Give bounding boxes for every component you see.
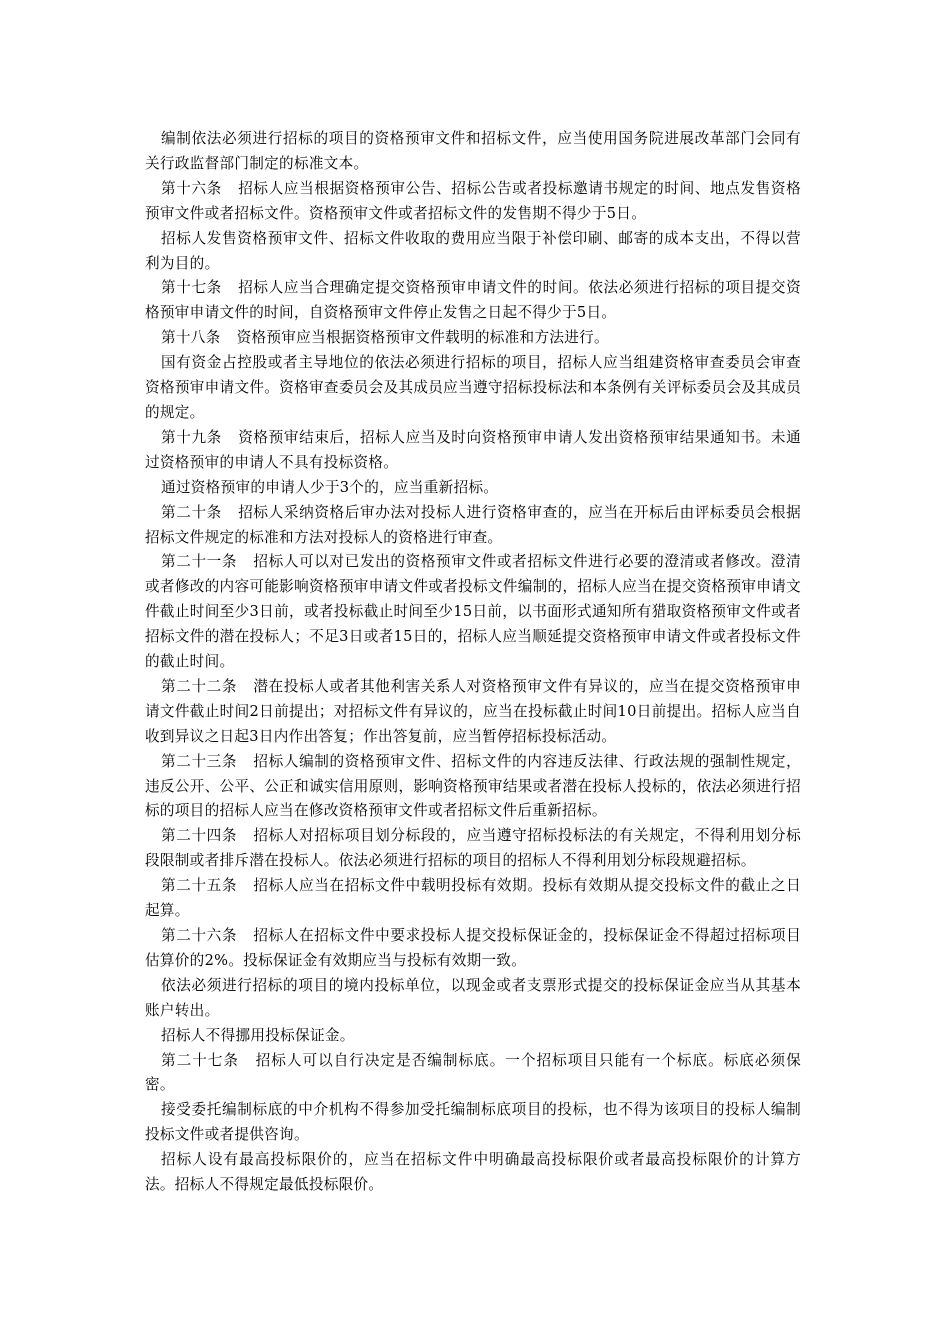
paragraph-text: 招标人应当在招标文件中载明投标有效期。投标有效期从提交投标文件的截止之日起算。 — [145, 877, 801, 920]
paragraph-text: 潜在投标人或者其他利害关系人对资格预审文件有异议的，应当在提交资格预审申请文件截止时间2日前提出；对招标文件有异议的，应当在投标截止时间10日前提出。招标人应当自收到异议之日起3日内作出答复；作出答复前，应当暂停招标投标活动。 — [145, 677, 801, 745]
article-number: 第二十条 — [161, 503, 222, 521]
paragraph — [145, 501, 801, 551]
paragraph-text: 招标人对招标项目划分标段的，应当遵守招标投标法的有关规定，不得利用划分标段限制或者排斥潜在投标人。依法必须进行招标的项目的招标人不得利用划分标段规避招标。 — [145, 827, 801, 870]
paragraph-text: 依法必须进行招标的项目的境内投标单位，以现金或者支票形式提交的投标保证金应当从其基本账户转出。 — [145, 976, 801, 1019]
paragraph-text: 资格预审结束后，招标人应当及时向资格预审申请人发出资格预审结果通知书。未通过资格预审的申请人不具有投标资格。 — [145, 428, 802, 471]
article-number: 第二十二条 — [161, 677, 238, 695]
paragraph — [145, 675, 801, 750]
paragraph-text: 招标人发售资格预审文件、招标文件收取的费用应当限于补偿印刷、邮寄的成本支出，不得以营利为目的。 — [145, 229, 801, 272]
paragraph — [145, 476, 801, 501]
paragraph — [145, 351, 801, 426]
paragraph-text: 接受委托编制标底的中介机构不得参加受托编制标底项目的投标，也不得为该项目的投标人编制投标文件或者提供咨询。 — [145, 1101, 801, 1144]
paragraph-text: 招标人在招标文件中要求投标人提交投标保证金的，投标保证金不得超过招标项目估算价的2%。投标保证金有效期应当与投标有效期一致。 — [145, 927, 801, 969]
paragraph-text: 招标人设有最高投标限价的，应当在招标文件中明确最高投标限价或者最高投标限价的计算方法。招标人不得规定最低投标限价。 — [145, 1151, 801, 1194]
paragraph-text: 招标人可以对已发出的资格预审文件或者招标文件进行必要的澄清或者修改。澄清或者修改的内容可能影响资格预审申请文件或者投标文件编制的，招标人应当在提交资格预审申请文件截止时间至少3日前，或者投标截止时间至少15日前，以书面形式通知所有猎取资格预审文件或者招标文件的潜在投标人；不足3日或者15日的，招标人应当顺延提交资格预审申请文件或者投标文件的截止时间。 — [145, 553, 801, 671]
paragraph-text: 招标人不得挪用投标保证金。 — [161, 1026, 355, 1044]
paragraph-text: 招标人应当合理确定提交资格预审申请文件的时间。依法必须进行招标的项目提交资格预审申请文件的时间，自资格预审文件停止发售之日起不得少于5日。 — [145, 279, 802, 322]
paragraph — [145, 1098, 801, 1148]
paragraph — [145, 974, 801, 1024]
paragraph — [145, 1049, 801, 1099]
article-number: 第十八条 — [161, 329, 221, 347]
paragraph — [145, 276, 801, 326]
paragraph — [145, 750, 801, 825]
article-number: 第二十七条 — [161, 1051, 239, 1069]
paragraph-text: 招标人可以自行决定是否编制标底。一个招标项目只能有一个标底。标底必须保密。 — [145, 1051, 801, 1094]
paragraph — [145, 227, 801, 277]
paragraph-text: 招标人采纳资格后审办法对投标人进行资格审查的，应当在开标后由评标委员会根据招标文件规定的标准和方法对投标人的资格进行审查。 — [145, 503, 802, 546]
article-number: 第二十六条 — [161, 927, 238, 944]
paragraph-text: 通过资格预审的申请人少于3个的，应当重新招标。 — [161, 478, 499, 496]
article-number: 第二十四条 — [161, 827, 238, 845]
paragraph — [145, 1148, 801, 1198]
article-number: 第二十三条 — [161, 752, 238, 770]
paragraph — [145, 426, 801, 476]
paragraph-text: 资格预审应当根据资格预审文件载明的标准和方法进行。 — [236, 329, 609, 347]
paragraph — [145, 326, 801, 351]
article-number: 第十七条 — [161, 279, 222, 297]
paragraph — [145, 874, 801, 924]
paragraph — [145, 1024, 801, 1049]
paragraph — [145, 824, 801, 874]
document-body — [145, 127, 801, 1198]
paragraph — [145, 127, 801, 177]
paragraph-text: 招标人应当根据资格预审公告、招标公告或者投标邀请书规定的时间、地点发售资格预审文件或者招标文件。资格预审文件或者招标文件的发售期不得少于5日。 — [145, 179, 802, 222]
article-number: 第二十一条 — [161, 553, 238, 571]
article-number: 第十六条 — [161, 179, 222, 197]
paragraph-text: 招标人编制的资格预审文件、招标文件的内容违反法律、行政法规的强制性规定，违反公开、公平、公正和诚实信用原则，影响资格预审结果或者潜在投标人投标的，依法必须进行招标的项目的招标人应当在修改资格预审文件或者招标文件后重新招标。 — [145, 752, 801, 820]
paragraph — [145, 550, 801, 675]
paragraph — [145, 924, 801, 974]
article-number: 第十九条 — [161, 428, 222, 446]
paragraph-text: 国有资金占控股或者主导地位的依法必须进行招标的项目，招标人应当组建资格审查委员会审查资格预审申请文件。资格审查委员会及其成员应当遵守招标投标法和本条例有关评标委员会及其成员的规定。 — [145, 354, 801, 421]
paragraph — [145, 177, 801, 227]
article-number: 第二十五条 — [161, 877, 238, 895]
paragraph-text: 编制依法必须进行招标的项目的资格预审文件和招标文件，应当使用国务院进展改革部门会同有关行政监督部门制定的标准文本。 — [145, 130, 801, 172]
